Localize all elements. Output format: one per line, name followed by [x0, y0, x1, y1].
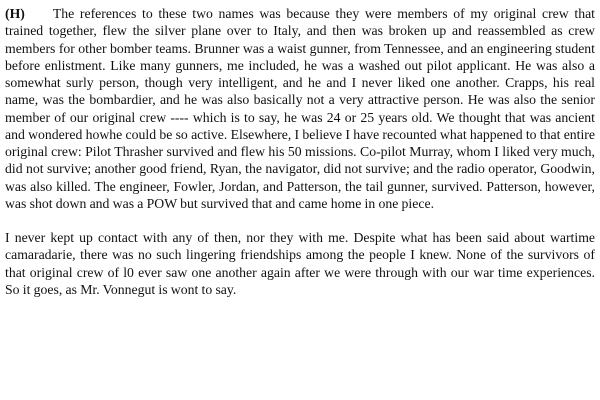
paragraph-2: I never kept up contact with any of then, nor they with me. Despite what has been said about wartime camaradarie, there was no such lingering friendships among the people I knew. None of the survivors of that original crew of l0 ever saw one another again after we were through with our war time experiences. So it goes, as Mr. Vonnegut is wont to say. — [5, 230, 595, 297]
section-label: (H) — [5, 6, 25, 21]
paragraph-1-text: The references to these two names was because they were members of my original crew that trained together, flew the silver plane over to Italy, and then was broken up and reassembled as crew members for other bomber teams. Brunner was a waist gunner, from Tennessee, and an engineering student before enlistment. Like many gunners, me included, he was a washed out pilot applicant. He was also a somewhat surly person, though very intelligent, and he and I never liked one another. Crapps, his real name, was the bombardier, and he was also basically not a very attractive person. He was also the senior member of our original crew ---- which is to say, he was 24 or 25 years old. We thought that was ancient and wondered howhe could be so active. Elsewhere, I believe I have recounted what happened to that entire original crew: Pilot Thrasher survived and flew his 50 missions. Co-pilot Murray, whom I liked very much, did not survive; another good friend, Ryan, the navigator, did not survive; and the radio operator, Goodwin, was also killed. The engineer, Fowler, Jordan, and Patterson, the tail gunner, survived. Patterson, however, was shot down and was a POW but survived that and came home in one piece. — [5, 6, 595, 211]
paragraph-1 — [5, 5, 595, 212]
